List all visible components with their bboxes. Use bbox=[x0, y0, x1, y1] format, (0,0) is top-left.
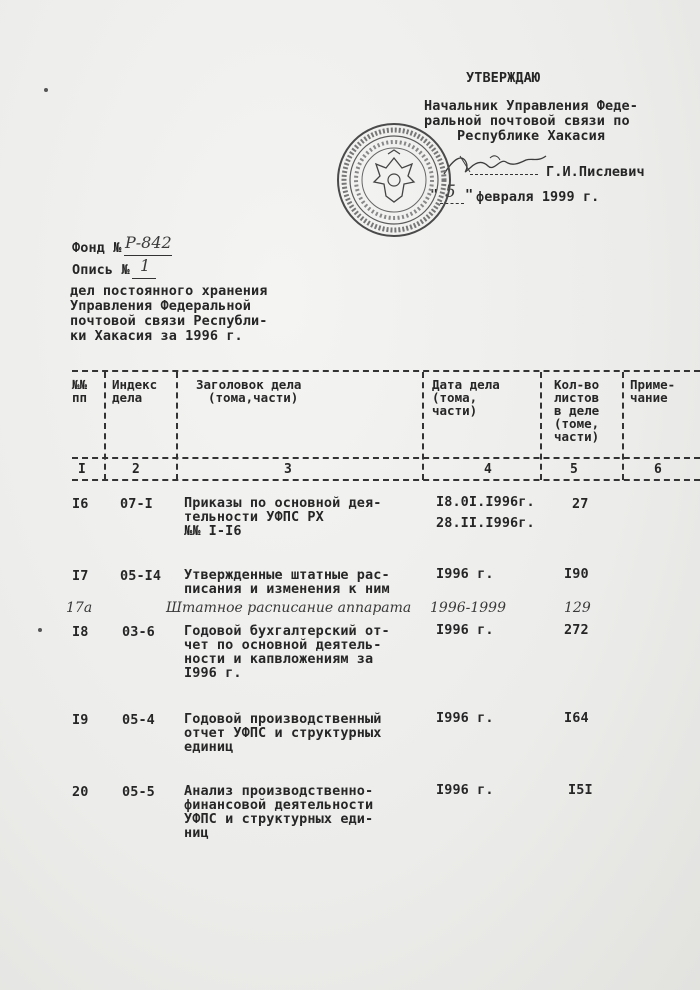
row-number: 17а bbox=[66, 600, 93, 616]
column-number: 5 bbox=[570, 462, 578, 477]
column-divider bbox=[622, 372, 624, 480]
approval-signer: Г.И.Пислевич bbox=[546, 164, 645, 180]
row-title-line: тельности УФПС РХ bbox=[184, 509, 324, 525]
table-top-rule bbox=[72, 370, 700, 372]
date-quote-close: " bbox=[465, 187, 474, 203]
row-title-line: Утвержденные штатные рас- bbox=[184, 567, 390, 583]
row-title-line: Приказы по основной дея- bbox=[184, 495, 382, 511]
table-number-rule bbox=[72, 479, 700, 481]
row-number: 20 bbox=[72, 784, 89, 800]
row-number: I9 bbox=[72, 712, 89, 728]
row-title-line: Анализ производственно- bbox=[184, 783, 374, 799]
opis-number: 1 bbox=[140, 256, 151, 275]
row-number: I6 bbox=[72, 496, 89, 512]
description-line: Управления Федеральной bbox=[70, 298, 252, 314]
header-index-line: дела bbox=[112, 390, 143, 405]
row-title-line: ности и капвложениям за bbox=[184, 651, 374, 667]
row-date: I8.0I.I996г. bbox=[436, 494, 535, 510]
row-date: I996 г. bbox=[436, 710, 494, 726]
row-date: I996 г. bbox=[436, 622, 494, 638]
column-divider bbox=[540, 372, 542, 480]
approval-title: УТВЕРЖДАЮ bbox=[466, 70, 541, 86]
header-date-line: части) bbox=[432, 403, 478, 418]
header-note-line: чание bbox=[630, 390, 668, 405]
row-sheets: 27 bbox=[572, 496, 589, 512]
column-number: 4 bbox=[484, 462, 492, 477]
signature-line bbox=[470, 174, 538, 175]
row-title-line: чет по основной деятель- bbox=[184, 637, 382, 653]
row-date: I996 г. bbox=[436, 566, 494, 582]
header-sheets-line: листов bbox=[554, 390, 600, 405]
column-number: 3 bbox=[284, 462, 292, 477]
header-sheets-line: части) bbox=[554, 429, 600, 444]
row-index: 03-6 bbox=[122, 624, 155, 640]
approval-position-line: Начальник Управления Феде- bbox=[424, 98, 638, 114]
row-title-line: финансовой деятельности bbox=[184, 797, 374, 813]
column-divider bbox=[422, 372, 424, 480]
row-title-line: ниц bbox=[184, 825, 209, 841]
row-title-line: Годовой производственный bbox=[184, 711, 382, 727]
header-num-line: пп bbox=[72, 390, 88, 405]
header-date-line: Дата дела bbox=[432, 377, 500, 392]
header-title-line: (тома,части) bbox=[208, 390, 299, 405]
approval-day: 5 bbox=[445, 182, 456, 202]
header-sheets-line: Кол-во bbox=[554, 377, 600, 392]
row-sheets: I5I bbox=[568, 782, 593, 798]
header-title-line: Заголовок дела bbox=[196, 377, 302, 392]
row-index: 05-5 bbox=[122, 784, 155, 800]
description-line: дел постоянного хранения bbox=[70, 283, 268, 299]
row-sheets: I90 bbox=[564, 566, 589, 582]
approval-date: февраля 1999 г. bbox=[476, 189, 600, 205]
punch-hole-mark bbox=[38, 628, 42, 632]
row-title-line: I996 г. bbox=[184, 665, 242, 681]
row-title-line: №№ I-I6 bbox=[184, 523, 242, 539]
approval-position-line: Республике Хакасия bbox=[457, 128, 606, 144]
column-number: 2 bbox=[132, 462, 140, 477]
description-line: почтовой связи Республи- bbox=[70, 313, 268, 329]
row-title-line: УФПС и структурных еди- bbox=[184, 811, 374, 827]
row-date: 1996-1999 bbox=[430, 600, 506, 616]
header-num-line: №№ bbox=[72, 377, 88, 392]
fond-number: Р-842 bbox=[125, 233, 172, 252]
handwritten-signature bbox=[440, 148, 550, 182]
header-date-line: (тома, bbox=[432, 390, 478, 405]
row-title-line: отчет УФПС и структурных bbox=[184, 725, 382, 741]
row-index: 05-4 bbox=[122, 712, 155, 728]
header-note-line: Приме- bbox=[630, 377, 676, 392]
official-seal-stamp bbox=[334, 120, 454, 240]
row-title-line: писания и изменения к ним bbox=[184, 581, 390, 597]
row-sheets: I64 bbox=[564, 710, 589, 726]
fond-label: Фонд № bbox=[72, 240, 122, 256]
row-index: 07-I bbox=[120, 496, 153, 512]
row-title-line: Штатное расписание аппарата bbox=[166, 600, 412, 616]
column-number: 6 bbox=[654, 462, 662, 477]
date-quote-open: " bbox=[430, 187, 439, 203]
approval-position-line: ральной почтовой связи по bbox=[424, 113, 630, 129]
table-header-rule bbox=[72, 457, 700, 459]
row-title-line: Годовой бухгалтерский от- bbox=[184, 623, 390, 639]
punch-hole-mark bbox=[44, 88, 48, 92]
column-divider bbox=[176, 372, 178, 480]
column-divider bbox=[104, 372, 106, 480]
row-date: I996 г. bbox=[436, 782, 494, 798]
header-sheets-line: (томе, bbox=[554, 416, 600, 431]
row-index: 05-I4 bbox=[120, 568, 162, 584]
row-sheets: 272 bbox=[564, 622, 589, 638]
header-index-line: Индекс bbox=[112, 377, 158, 392]
row-number: I7 bbox=[72, 568, 89, 584]
header-sheets-line: в деле bbox=[554, 403, 600, 418]
description-line: ки Хакасия за 1996 г. bbox=[70, 328, 243, 344]
row-title-line: единиц bbox=[184, 739, 234, 755]
column-number: I bbox=[78, 462, 86, 477]
opis-underline bbox=[132, 278, 156, 279]
row-sheets: 129 bbox=[564, 600, 591, 616]
opis-label: Опись № bbox=[72, 262, 130, 278]
row-date: 28.II.I996г. bbox=[436, 515, 535, 531]
row-number: I8 bbox=[72, 624, 89, 640]
